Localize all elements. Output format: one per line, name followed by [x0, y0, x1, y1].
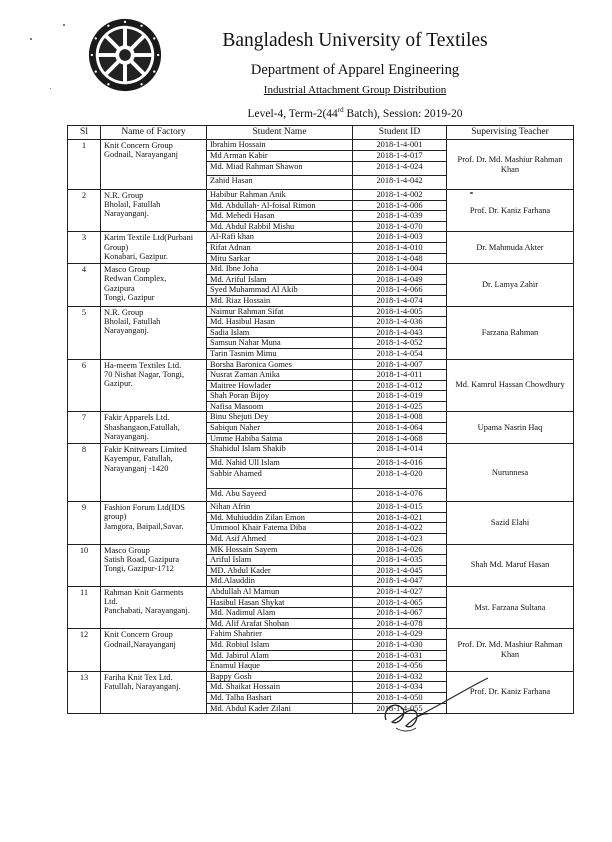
- student-name-cell: Fahim Shahrier: [207, 629, 353, 640]
- student-name-cell: Enamul Haque: [207, 661, 353, 672]
- factory-line: Fariha Knit Tex Ltd.: [104, 672, 173, 682]
- student-id-cell: 2018-1-4-045: [353, 565, 447, 576]
- student-name-cell: Hasibul Hasan Shykat: [207, 597, 353, 608]
- student-name-cell: Bappy Gosh: [207, 671, 353, 682]
- student-id-cell: 2018-1-4-076: [353, 489, 447, 502]
- student-id-cell: 2018-1-4-048: [353, 253, 447, 264]
- student-name-cell: MD. Abdul Kader: [207, 565, 353, 576]
- student-id-cell: 2018-1-4-047: [353, 576, 447, 587]
- student-id-cell: 2018-1-4-032: [353, 671, 447, 682]
- student-name-cell: Md Arman Kabir: [207, 151, 353, 162]
- factory-line: Ltd.: [104, 597, 118, 607]
- student-name-cell: Md. Abdullah- Al-foisal Rimon: [207, 200, 353, 211]
- factory-line: Konabari, Gazipur.: [104, 251, 168, 261]
- col-header-sl: Sl: [68, 126, 101, 140]
- factory-cell: [101, 412, 207, 444]
- level-suffix: Batch), Session: 2019-20: [343, 107, 463, 120]
- level-prefix: Level-4, Term-2(44: [247, 107, 338, 120]
- student-name-cell: Md. Jabirul Alam: [207, 650, 353, 661]
- serial-cell: 9: [68, 502, 101, 544]
- student-id-cell: 2018-1-4-042: [353, 176, 447, 190]
- handwritten-signature: [372, 676, 492, 740]
- table-row: [68, 587, 574, 598]
- serial-cell: 6: [68, 359, 101, 412]
- factory-cell: [101, 629, 207, 671]
- factory-line: Ha-meem Textiles Ltd.: [104, 360, 182, 370]
- level-session-line: [190, 106, 520, 120]
- table-body: [68, 140, 574, 714]
- student-name-cell: Md. Nadimul Alam: [207, 608, 353, 619]
- supervising-teacher-cell: Prof. Dr. Md. Mashiur Rahman Khan: [447, 629, 574, 671]
- student-name-cell: Sabiqun Naher: [207, 423, 353, 434]
- student-name-cell: Abdullah Al Mamun: [207, 587, 353, 598]
- table-header-row: [68, 126, 574, 140]
- table-row: [68, 671, 574, 682]
- student-name-cell: Ariful Islam: [207, 555, 353, 566]
- factory-cell: [101, 544, 207, 586]
- student-id-cell: 2018-1-4-056: [353, 661, 447, 672]
- student-name-cell: Sadia Islam: [207, 327, 353, 338]
- student-name-cell: Ummool Khair Fatema Diba: [207, 523, 353, 534]
- serial-cell: 2: [68, 190, 101, 232]
- student-id-cell: 2018-1-4-001: [353, 140, 447, 151]
- university-title: Bangladesh University of Textiles: [222, 30, 488, 51]
- factory-line: Shashangaon,Fatullah,: [104, 422, 180, 432]
- table-row: [68, 629, 574, 640]
- serial-cell: 8: [68, 444, 101, 502]
- table-row: [68, 232, 574, 243]
- student-id-cell: 2018-1-4-003: [353, 232, 447, 243]
- supervising-teacher-cell: Dr. Lamya Zahir: [447, 264, 574, 306]
- student-id-cell: 2018-1-4-006: [353, 200, 447, 211]
- factory-line: Karim Textile Ltd(Purbani: [104, 233, 194, 243]
- student-id-cell: 2018-1-4-078: [353, 618, 447, 629]
- student-id-cell: 2018-1-4-021: [353, 512, 447, 523]
- student-id-cell: 2018-1-4-002: [353, 190, 447, 201]
- factory-line: Jamgora, Baipail,Savar.: [104, 521, 184, 531]
- student-id-cell: 2018-1-4-022: [353, 523, 447, 534]
- student-name-cell: Syed Muhammad Al Akib: [207, 285, 353, 296]
- table-row: [68, 190, 574, 201]
- student-name-cell: Md.Alauddin: [207, 576, 353, 587]
- student-name-cell: Samsun Nahar Muna: [207, 338, 353, 349]
- student-name-cell: Md. Abdul Rabbil Mishu: [207, 221, 353, 232]
- supervising-teacher-cell: Farzana Rahman: [447, 306, 574, 359]
- factory-line: Bholail, Fatullah: [104, 200, 161, 210]
- factory-line: Narayanganj.: [104, 325, 149, 335]
- supervising-teacher-cell: Prof. Dr. Kaniz Farhana: [447, 190, 574, 232]
- factory-line: Fakir Knitwears Limited: [104, 445, 187, 455]
- student-id-cell: 2018-1-4-020: [353, 469, 447, 489]
- table-row: [68, 412, 574, 423]
- col-header-teacher: Supervising Teacher: [447, 126, 574, 140]
- col-header-student-name: Student Name: [207, 126, 353, 140]
- student-id-cell: 2018-1-4-016: [353, 458, 447, 469]
- student-id-cell: 2018-1-4-068: [353, 433, 447, 444]
- student-name-cell: Md. Ibne Joha: [207, 264, 353, 275]
- student-id-cell: 2018-1-4-017: [353, 151, 447, 162]
- student-id-cell: 2018-1-4-054: [353, 348, 447, 359]
- factory-line: Tongi, Gazipur: [104, 292, 155, 302]
- factory-line: Fakir Apparels Ltd.: [104, 413, 170, 423]
- student-name-cell: Umme Habiba Saima: [207, 433, 353, 444]
- department-title: Department of Apparel Engineering: [250, 62, 460, 78]
- student-name-cell: Md. Robiul Islam: [207, 639, 353, 650]
- level-superscript: rd: [337, 106, 344, 114]
- serial-cell: 7: [68, 412, 101, 444]
- col-header-factory: Name of Factory: [101, 126, 207, 140]
- student-name-cell: Shahidul Islam Shakib: [207, 444, 353, 458]
- serial-cell: 11: [68, 587, 101, 629]
- student-name-cell: Md. Abu Sayeed: [207, 489, 353, 502]
- supervising-teacher-cell: Md. Kamrul Hassan Chowdhury: [447, 359, 574, 412]
- supervising-teacher-cell: Nurunnesa: [447, 444, 574, 502]
- factory-line: Fatullah, Narayanganj.: [104, 681, 181, 691]
- student-name-cell: Md. Miad Rahman Shawon: [207, 162, 353, 176]
- factory-cell: [101, 232, 207, 264]
- factory-cell: [101, 306, 207, 359]
- student-name-cell: Md. Alif Arafat Shohan: [207, 618, 353, 629]
- student-name-cell: Nihan Afrin: [207, 502, 353, 513]
- factory-line: Redwan Complex,: [104, 274, 167, 284]
- factory-line: Gazipura: [104, 283, 135, 293]
- col-header-student-id: Student ID: [353, 126, 447, 140]
- serial-cell: 12: [68, 629, 101, 671]
- factory-line: Knit Concern Group: [104, 141, 173, 150]
- scan-speck: [50, 88, 51, 89]
- factory-line: Knit Concern Group: [104, 630, 173, 640]
- student-name-cell: Binu Shejuti Dey: [207, 412, 353, 423]
- student-name-cell: Mitu Sarkar: [207, 253, 353, 264]
- serial-cell: 13: [68, 671, 101, 713]
- student-id-cell: 2018-1-4-049: [353, 274, 447, 285]
- student-id-cell: 2018-1-4-065: [353, 597, 447, 608]
- student-id-cell: 2018-1-4-023: [353, 534, 447, 545]
- student-name-cell: Nafisa Masoom: [207, 401, 353, 412]
- student-id-cell: 2018-1-4-035: [353, 555, 447, 566]
- student-id-cell: 2018-1-4-007: [353, 359, 447, 370]
- factory-line: Fashion Forum Ltd(IDS: [104, 503, 185, 513]
- scan-speck: [470, 192, 473, 194]
- factory-line: Panchabati, Narayanganj.: [104, 606, 190, 616]
- factory-line: Satish Road, Gazipura: [104, 554, 180, 564]
- document-subtitle: Industrial Attachment Group Distribution: [263, 84, 447, 96]
- student-name-cell: Borsha Baronica Gomes: [207, 359, 353, 370]
- supervising-teacher-cell: Shah Md. Maruf Hasan: [447, 544, 574, 586]
- student-id-cell: 2018-1-4-027: [353, 587, 447, 598]
- student-name-cell: Md. Nahid Ull Islam: [207, 458, 353, 469]
- factory-line: Group): [104, 242, 129, 252]
- student-id-cell: 2018-1-4-034: [353, 682, 447, 693]
- factory-line: Tongi, Gazipur-1712: [104, 564, 174, 574]
- factory-line: 70 Nishat Nagar, Tongi,: [104, 369, 185, 379]
- factory-cell: [101, 264, 207, 306]
- student-id-cell: 2018-1-4-026: [353, 544, 447, 555]
- student-name-cell: Al-Rafi khan: [207, 232, 353, 243]
- factory-line: Masco Group: [104, 545, 150, 555]
- table-row: [68, 264, 574, 275]
- factory-line: Gazipur.: [104, 378, 133, 388]
- factory-line: Rahman Knit Garments: [104, 588, 184, 597]
- student-name-cell: Habibur Rahman Anik: [207, 190, 353, 201]
- student-name-cell: Md. Mehedi Hasan: [207, 211, 353, 222]
- student-id-cell: 2018-1-4-025: [353, 401, 447, 412]
- student-id-cell: 2018-1-4-066: [353, 285, 447, 296]
- student-name-cell: Zahid Hasan: [207, 176, 353, 190]
- factory-cell: [101, 359, 207, 412]
- student-id-cell: 2018-1-4-011: [353, 370, 447, 381]
- student-id-cell: 2018-1-4-004: [353, 264, 447, 275]
- group-distribution-table: [67, 125, 574, 714]
- student-name-cell: Naimur Rahman Sifat: [207, 306, 353, 317]
- factory-line: N.R. Group: [104, 307, 144, 317]
- student-name-cell: MK Hossain Sayem: [207, 544, 353, 555]
- supervising-teacher-cell: Prof. Dr. Md. Mashiur Rahman Khan: [447, 140, 574, 190]
- student-id-cell: 2018-1-4-055: [353, 703, 447, 714]
- supervising-teacher-cell: Sazid Elahi: [447, 502, 574, 544]
- student-id-cell: 2018-1-4-074: [353, 295, 447, 306]
- serial-cell: 4: [68, 264, 101, 306]
- student-id-cell: 2018-1-4-024: [353, 162, 447, 176]
- university-seal-logo: [86, 16, 164, 94]
- table-row: [68, 359, 574, 370]
- supervising-teacher-cell: Mst. Farzana Sultana: [447, 587, 574, 629]
- serial-cell: 3: [68, 232, 101, 264]
- student-id-cell: 2018-1-4-008: [353, 412, 447, 423]
- table-row: [68, 444, 574, 458]
- student-name-cell: Md. Shaikat Hossain: [207, 682, 353, 693]
- student-id-cell: 2018-1-4-015: [353, 502, 447, 513]
- factory-line: Godnail,Narayanganj: [104, 639, 176, 649]
- student-name-cell: Nusrat Zaman Anika: [207, 370, 353, 381]
- student-id-cell: 2018-1-4-064: [353, 423, 447, 434]
- supervising-teacher-cell: Prof. Dr. Kaniz Farhana: [447, 671, 574, 713]
- factory-line: N.R. Group: [104, 191, 144, 200]
- student-name-cell: Rifat Adnan: [207, 242, 353, 253]
- student-id-cell: 2018-1-4-029: [353, 629, 447, 640]
- student-name-cell: Md. Muhiuddin Zilan Emon: [207, 512, 353, 523]
- student-name-cell: Maitree Howlader: [207, 380, 353, 391]
- student-name-cell: Md. Abdul Kader Zilani: [207, 703, 353, 714]
- factory-cell: [101, 140, 207, 190]
- student-id-cell: 2018-1-4-005: [353, 306, 447, 317]
- student-name-cell: Md. Riaz Hossain: [207, 295, 353, 306]
- student-name-cell: Sabbir Ahamed: [207, 469, 353, 489]
- factory-cell: [101, 444, 207, 502]
- student-id-cell: 2018-1-4-070: [353, 221, 447, 232]
- student-id-cell: 2018-1-4-052: [353, 338, 447, 349]
- student-id-cell: 2018-1-4-036: [353, 317, 447, 328]
- factory-line: Godnail, Narayanganj: [104, 150, 178, 160]
- factory-line: Narayanganj.: [104, 431, 149, 441]
- factory-line: Kayempur, Fatullah,: [104, 454, 173, 464]
- serial-cell: 5: [68, 306, 101, 359]
- student-name-cell: Md. Ariful Islam: [207, 274, 353, 285]
- student-id-cell: 2018-1-4-010: [353, 242, 447, 253]
- serial-cell: 10: [68, 544, 101, 586]
- table-row: [68, 544, 574, 555]
- student-id-cell: 2018-1-4-014: [353, 444, 447, 458]
- student-id-cell: 2018-1-4-067: [353, 608, 447, 619]
- supervising-teacher-cell: Upama Nasrin Haq: [447, 412, 574, 444]
- factory-line: group): [104, 512, 127, 522]
- student-name-cell: Md. Hasibul Hasan: [207, 317, 353, 328]
- student-id-cell: 2018-1-4-030: [353, 639, 447, 650]
- table-row: [68, 306, 574, 317]
- student-name-cell: Ibrahim Hossain: [207, 140, 353, 151]
- student-name-cell: Shah Poran Bijoy: [207, 391, 353, 402]
- factory-cell: [101, 587, 207, 629]
- factory-line: Narayanganj -1420: [104, 463, 169, 473]
- factory-line: Bholail, Fatullah: [104, 316, 161, 326]
- student-id-cell: 2018-1-4-050: [353, 692, 447, 703]
- table-row: [68, 140, 574, 151]
- table-row: [68, 502, 574, 513]
- student-id-cell: 2018-1-4-019: [353, 391, 447, 402]
- student-name-cell: Md. Talha Bashari: [207, 692, 353, 703]
- supervising-teacher-cell: Dr. Mahmuda Akter: [447, 232, 574, 264]
- student-name-cell: Md. Asif Ahmed: [207, 534, 353, 545]
- factory-cell: [101, 671, 207, 713]
- factory-line: Narayanganj.: [104, 209, 149, 219]
- student-id-cell: 2018-1-4-043: [353, 327, 447, 338]
- factory-cell: [101, 190, 207, 232]
- student-id-cell: 2018-1-4-031: [353, 650, 447, 661]
- student-id-cell: 2018-1-4-039: [353, 211, 447, 222]
- scan-speck: [30, 38, 32, 40]
- factory-line: Masco Group: [104, 265, 150, 275]
- scan-speck: [63, 24, 65, 26]
- serial-cell: 1: [68, 140, 101, 190]
- student-name-cell: Tarin Tasnim Mimu: [207, 348, 353, 359]
- student-id-cell: 2018-1-4-012: [353, 380, 447, 391]
- factory-cell: [101, 502, 207, 544]
